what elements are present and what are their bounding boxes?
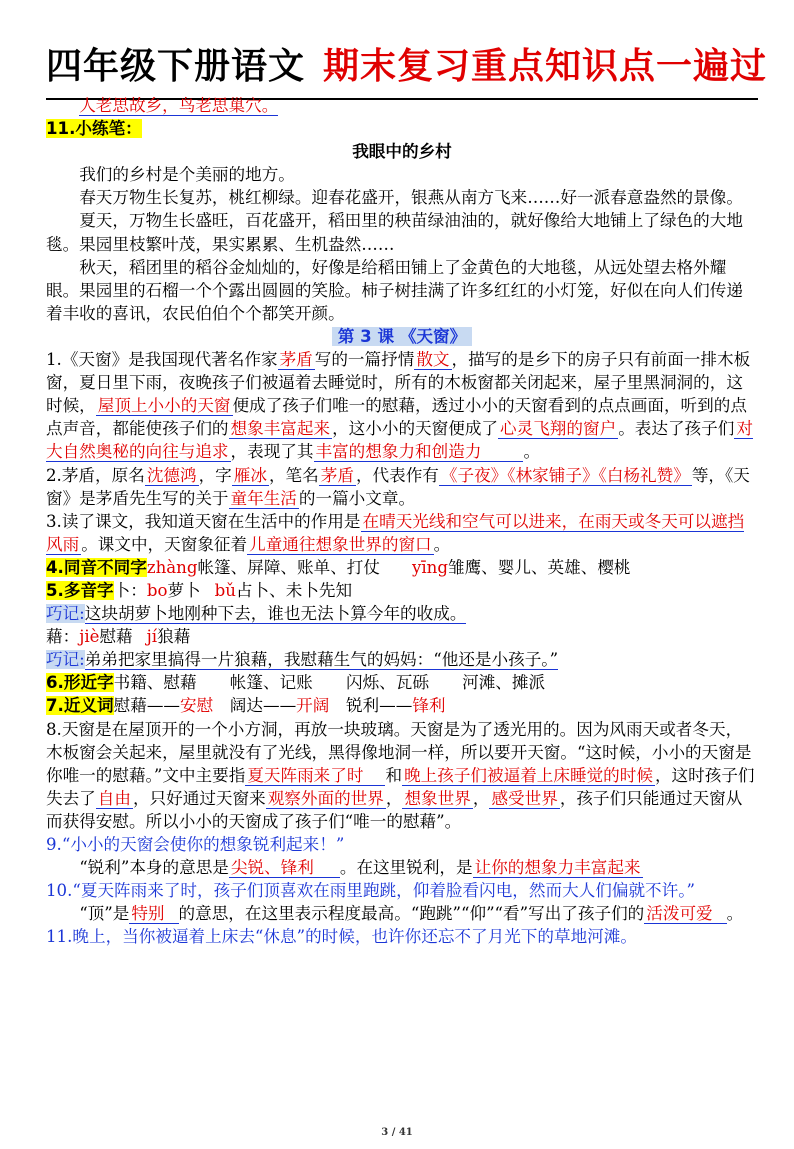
item-9-quote: 9.“小小的天窗会使你的想象锐利起来！”	[46, 835, 345, 854]
item-7: 7.近义词慰藉——安慰 阔达——开阔 锐利——锋利	[46, 696, 446, 716]
pinyin-bo: bo	[146, 580, 168, 600]
answer-theme: 童年生活	[230, 488, 297, 508]
answer-symbol: 儿童通往想象世界的窗口	[249, 534, 432, 554]
synonym-label: 7.近义词	[46, 696, 114, 716]
mnemonic-1: 巧记:这块胡萝卜地刚种下去，谁也无法卜算今年的收成。	[46, 604, 467, 624]
item-4: 4.同音不同字zhàng帐篷、屏障、账单、打仗 yīng雏鹰、婴儿、英雄、樱桃	[46, 557, 631, 577]
item-5-ji: 藉：jiè慰藉 jí狼藉	[46, 627, 191, 647]
answer-works: 《子夜》《林家铺子》《白杨礼赞》	[440, 465, 690, 485]
item-3: 3.读了课文，我知道天窗在生活中的作用是 在晴天光线和空气可以进来，在雨天或冬天可以遮挡风雨 。课文中，天窗象征着 儿童通往想象世界的窗口 。	[46, 511, 745, 554]
homophone-label: 4.同音不同字	[46, 557, 147, 577]
pinyin-ying: yīng	[412, 557, 448, 577]
item-2: 2.茅盾，原名 沈德鸿 ，字 雁冰 ，笔名 茅盾 ，代表作有 《子夜》《林家铺子》《白杨礼赞》 等，《天窗》是茅盾先生写的关于 童年生活 的一篇小文章。	[46, 465, 750, 508]
header-title-black: 四年级下册语文	[46, 46, 306, 87]
essay-para-4: 秋天，稻团里的稻谷金灿灿的，好像是给稻田铺上了金黄色的大地毯，从远处望去格外耀眼。果园里的石榴一个个露出圆圆的笑脸。柿子树挂满了许多红红的小灯笼，好似在向人们传递着丰收的喜讯，农民伯伯个个都笑开颜。	[46, 257, 743, 323]
lesson-heading	[46, 325, 758, 348]
document-body	[46, 94, 758, 948]
essay-para-3: 夏天，万物生长盛旺，百花盛开，稻田里的秧苗绿油油的，就好像给大地铺上了绿色的大地毯。果园里枝繁叶茂，果实累累、生机盎然……	[46, 211, 743, 254]
pinyin-zhang: zhàng	[146, 557, 198, 577]
lesson-title: 第 3 课 《天窗》	[332, 327, 472, 346]
item-8: 8.天窗是在屋顶开的一个小方洞，再放一块玻璃。天窗是为了透光用的。因为风雨天或者冬天，木板窗会关起来，屋里就没有了光线，黑得像地洞一样，所以要开天窗。“这时候，小小的天窗是你唯一的慰藉。”文中主要指 夏天阵雨来了时 和 晚上孩子们被逼着上床睡觉的时候 ，这时孩子们失去了 自由 ，只好通过天窗来 观察外面的世界 ， 想象世界 ， 感受世界 ，孩子们只能通过天窗从而获得安慰。所以小小的天窗成了孩子们“唯一的慰藉”。	[46, 719, 755, 831]
page-header	[46, 38, 768, 100]
answer-window: 屋顶上小小的天窗	[97, 396, 231, 416]
answer-use: 在晴天光线和空气可以进来，在雨天或冬天可以遮挡风雨	[46, 511, 745, 554]
pinyin-jie: jiè	[79, 627, 100, 647]
answer-realname: 沈德鸿	[146, 465, 197, 485]
mnemonic-label: 巧记:	[46, 650, 85, 670]
essay-para-2: 春天万物生长复苏，桃红柳绿。迎春花盛开，银燕从南方飞来……好一派春意盎然的景像。	[79, 188, 743, 208]
essay-title: 我眼中的乡村	[352, 142, 452, 162]
item-1: 1.《天窗》是我国现代著名作家 茅盾 写的一篇抒情 散文 ，描写的是乡下的房子只有前面一排木板窗，夏日里下雨，夜晚孩子们被逼着去睡觉时，所有的木板窗都关闭起来，屋子里黑洞洞的，这时候， 屋顶上小小的天窗 便成了孩子们唯一的慰藉，透过小小的天窗看到的点点画面，听到的点点声音，都能使孩子们的 想象丰富起来 ，这小小的天窗便成了 心灵飞翔的窗户 。表达了孩子们 对大自然奥秘的向往与追求 ，表现了其 丰富的想象力和创造力 。	[46, 350, 753, 462]
item-9: “锐利”本身的意思是 尖锐、锋利 。在这里锐利，是 让你的想象力丰富起来	[79, 858, 641, 878]
mnemonic-2: 巧记:弟弟把家里搞得一片狼藉，我慰藉生气的妈妈：“他还是小孩子。”	[46, 650, 559, 670]
answer-rich: 丰富的想象力和创造力	[315, 442, 482, 462]
header-title-red: 期末复习重点知识点一遍过	[323, 46, 768, 87]
answer-imagine: 想象丰富起来	[230, 419, 331, 439]
answer-zi: 雁冰	[233, 465, 267, 485]
answer-yearn: 对大自然奥秘的向往与追求	[46, 419, 753, 462]
proverb-text: 人老思故乡，鸟老思巢穴。	[79, 96, 279, 115]
page-number: 3 / 41	[381, 1127, 413, 1138]
practice-label: 11.小练笔：	[46, 119, 142, 139]
answer-genre: 散文	[416, 350, 450, 370]
pinyin-ji: jí	[146, 627, 158, 647]
item-10: “顶”是 特别 的意思，在这里表示程度最高。“跑跳”“仰”“看”写出了孩子们的 活泼可爱 。	[79, 904, 744, 924]
answer-author: 茅盾	[279, 350, 313, 370]
item-6: 6.形近字书籍、慰藉 帐篷、记账 闪烁、瓦砾 河滩、摊派	[46, 673, 546, 693]
mnemonic-label: 巧记:	[46, 604, 85, 624]
similar-chars-label: 6.形近字	[46, 673, 114, 693]
answer-soul: 心灵飞翔的窗户	[500, 419, 617, 439]
item-11-quote: 11.晚上，当你被逼着上床去“休息”的时候，也许你还忘不了月光下的草地河滩。	[46, 927, 637, 947]
answer-penname: 茅盾	[320, 465, 354, 485]
pinyin-bu: bǔ	[214, 580, 236, 600]
proverb-line	[46, 94, 758, 117]
item-10-quote: 10.“夏天阵雨来了时，孩子们顶喜欢在雨里跑跳，仰着脸看闪电，然而大人们偏就不许。”	[46, 881, 696, 901]
item-5: 5.多音字卜：bo萝卜 bǔ占卜、未卜先知	[46, 580, 353, 600]
section-label	[46, 117, 758, 140]
essay-para-1: 我们的乡村是个美丽的地方。	[79, 165, 295, 185]
polyphone-label: 5.多音字	[46, 580, 114, 600]
